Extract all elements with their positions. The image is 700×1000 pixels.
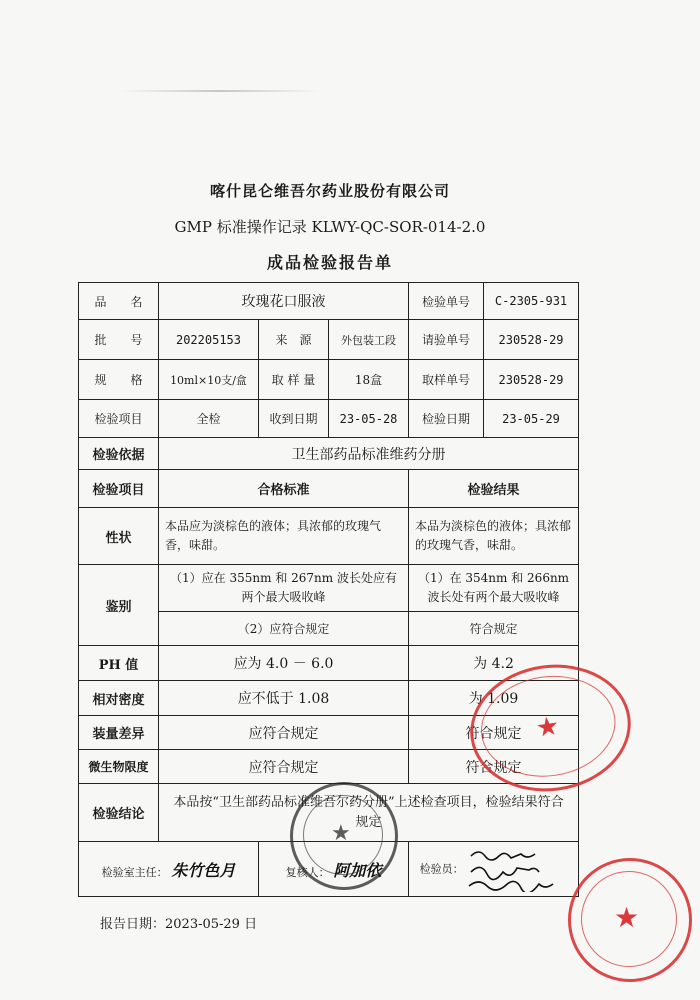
reviewer-label: 复核人：: [285, 865, 330, 879]
ident-label: 鉴别: [79, 565, 159, 646]
request-no: 230528-29: [484, 320, 579, 360]
ph-label: PH 值: [79, 646, 159, 681]
ph-result: 为 4.2: [409, 646, 579, 681]
fill-result: 符合规定: [409, 716, 579, 750]
quality-seal-star-icon: ★: [614, 901, 640, 934]
ident1-result: （1）在 354nm 和 266nm 波长处有两个最大吸收峰: [409, 565, 579, 612]
results-header-standard: 合格标准: [159, 470, 409, 508]
ident1-standard: （1）应在 355nm 和 267nm 波长处应有两个最大吸收峰: [159, 565, 409, 612]
sample-no: 230528-29: [484, 360, 579, 400]
conclusion-label: 检验结论: [79, 784, 159, 842]
row-item: [79, 400, 579, 438]
inspect-date-label: 检验日期: [409, 400, 484, 438]
inspection-no-label: 检验单号: [409, 283, 484, 320]
item-value: 全检: [159, 400, 259, 438]
appearance-standard: 本品应为淡棕色的液体；具浓郁的玫瑰气香，味甜。: [159, 508, 409, 565]
ident2-result: 符合规定: [409, 612, 579, 646]
inspector-signatures: [467, 846, 567, 892]
inspect-date: 23-05-29: [484, 400, 579, 438]
basis-value: 卫生部药品标准维药分册: [159, 438, 579, 470]
conclusion-text: 本品按“卫生部药品标准维吾尔药分册”上述检查项目，检验结果符合规定: [159, 784, 579, 842]
batch-label: 批 号: [79, 320, 159, 360]
inspection-no: C-2305-931: [484, 283, 579, 320]
gray-inspection-seal: [290, 782, 398, 890]
row-ident-1: [79, 565, 579, 612]
company-name: 喀什昆仑维吾尔药业股份有限公司: [209, 182, 450, 200]
spec-value: 10ml×10支/盒: [159, 360, 259, 400]
red-quality-seal: [568, 858, 692, 982]
gray-seal-star-icon: ★: [331, 821, 351, 846]
micro-label: 微生物限度: [79, 750, 159, 784]
row-appearance: [79, 508, 579, 565]
report-date: 报告日期：2023-05-29 日: [100, 917, 258, 932]
lab-head-cell: [79, 842, 259, 897]
source-value: 外包装工段: [329, 320, 409, 360]
row-product: [79, 283, 579, 320]
results-header-item: 检验项目: [79, 470, 159, 508]
sample-qty-label: 取 样 量: [259, 360, 329, 400]
row-spec: [79, 360, 579, 400]
batch-number: 202205153: [159, 320, 259, 360]
basis-label: 检验依据: [79, 438, 159, 470]
ph-standard: 应为 4.0 － 6.0: [159, 646, 409, 681]
row-basis: [79, 438, 579, 470]
fill-label: 装量差异: [79, 716, 159, 750]
row-batch: [79, 320, 579, 360]
micro-standard: 应符合规定: [159, 750, 409, 784]
sample-no-label: 取样单号: [409, 360, 484, 400]
density-standard: 应不低于 1.08: [159, 681, 409, 716]
star-icon: ★: [533, 710, 562, 744]
inspector-label: 检验员：: [419, 862, 464, 876]
inspector-cell: [409, 842, 579, 897]
appearance-label: 性状: [79, 508, 159, 565]
spec-label: 规 格: [79, 360, 159, 400]
product-name-label: 品 名: [79, 283, 159, 320]
micro-result: 符合规定: [409, 750, 579, 784]
ident2-standard: （2）应符合规定: [159, 612, 409, 646]
lab-head-label: 检验室主任：: [101, 865, 168, 879]
source-label: 来 源: [259, 320, 329, 360]
fill-standard: 应符合规定: [159, 716, 409, 750]
appearance-result: 本品为淡棕色的液体；具浓郁的玫瑰气香，味甜。: [409, 508, 579, 565]
row-results-header: [79, 470, 579, 508]
scan-artifact-line: [120, 90, 320, 92]
density-result: 为 1.09: [409, 681, 579, 716]
reviewer-signature: 阿加依: [333, 860, 382, 880]
lab-head-signature: 朱竹色月: [171, 860, 236, 880]
received-date: 23-05-28: [329, 400, 409, 438]
results-header-result: 检验结果: [409, 470, 579, 508]
received-label: 收到日期: [259, 400, 329, 438]
sample-qty: 18盒: [329, 360, 409, 400]
product-name: 玫瑰花口服液: [159, 283, 409, 320]
report-title: 成品检验报告单: [266, 253, 393, 272]
row-ph: [79, 646, 579, 681]
item-label: 检验项目: [79, 400, 159, 438]
density-label: 相对密度: [79, 681, 159, 716]
gmp-record-code: GMP 标准操作记录 KLWY-QC-SOR-014-2.0: [174, 218, 486, 236]
request-no-label: 请验单号: [409, 320, 484, 360]
